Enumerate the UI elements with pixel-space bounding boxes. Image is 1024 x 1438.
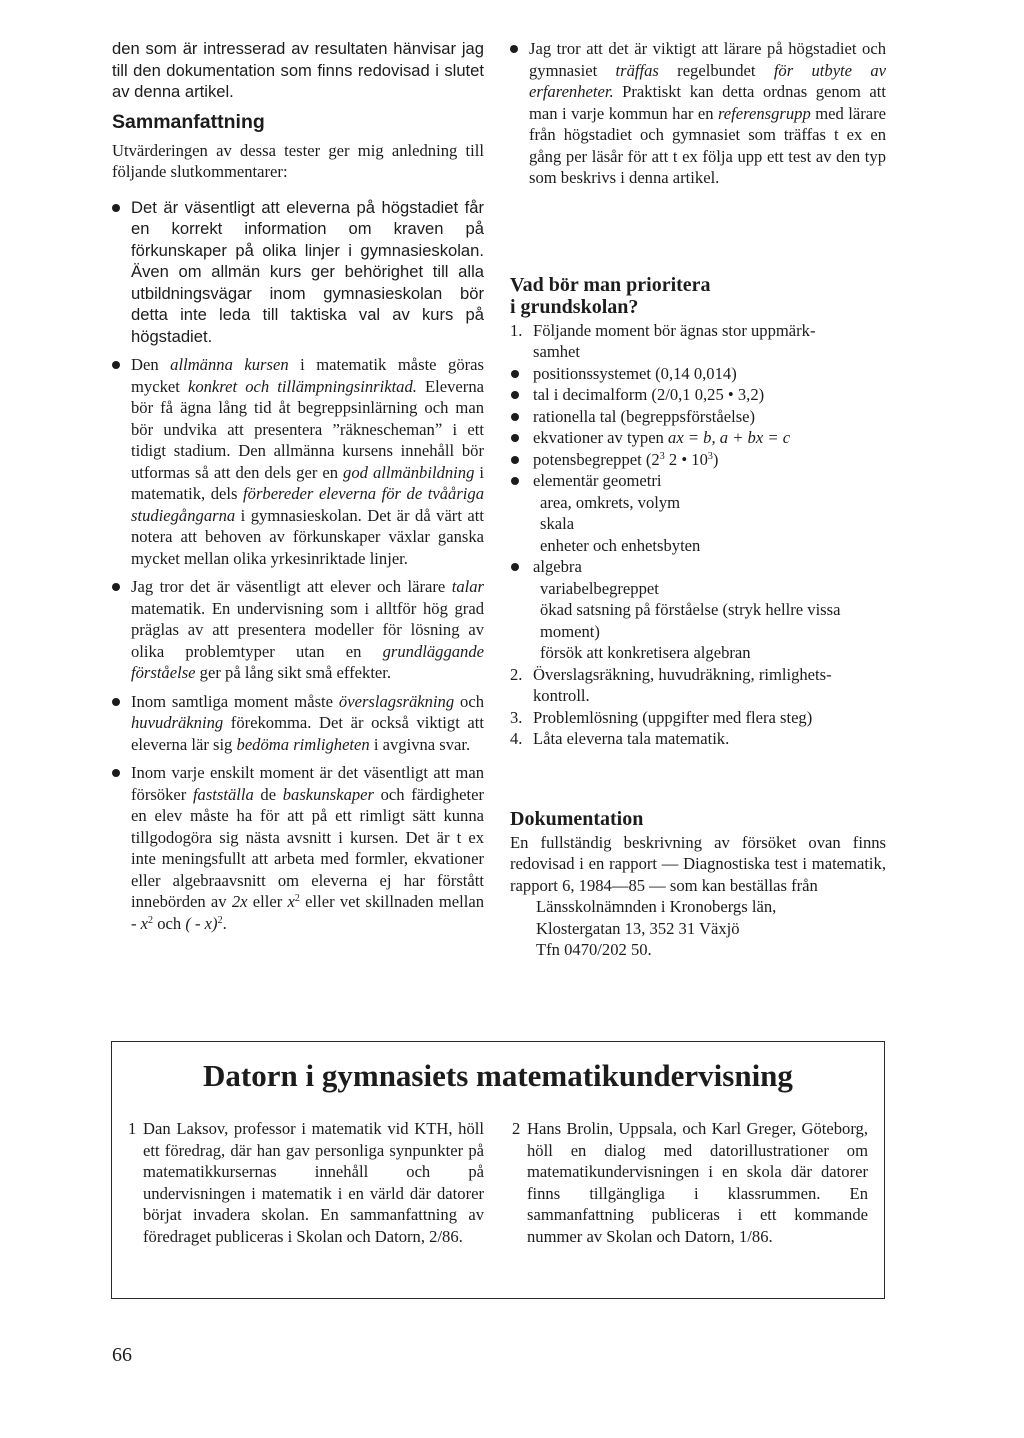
sub-bullet: algebra	[510, 556, 886, 578]
bullet-dot-icon	[112, 769, 120, 777]
bullet-dot-icon	[511, 370, 519, 378]
sub-bullet: ekvationer av typen ax = b, a + bx = c	[510, 427, 886, 449]
bullet-dot-icon	[510, 45, 518, 53]
summary-bullet-2	[112, 354, 484, 569]
right-bullet-1	[510, 38, 886, 189]
intro-paragraph: den som är intresserad av resultaten hänvisar jag till den dokumentation som finns redovisad i slutet av denna artikel.	[112, 39, 484, 101]
conference-box	[111, 1041, 885, 1299]
box-item-2: 2 Hans Brolin, Uppsala, och Karl Greger, Göteborg, höll en dialog med datorillustrationer om matematikundervisningen i en skola där datorer finns tillgängliga i klassrummen. En sammanfattning publiceras i ett kommande nummer av Skolan och Datorn, 1/86.	[512, 1119, 868, 1246]
box-item-1: 1 Dan Laksov, professor i matematik vid KTH, höll ett föredrag, där han gav personliga synpunkter på matematikkursernas innehåll och på undervisningen i matematik i en värld där datorer börjat invadera skolan. En sammanfattning av föredraget publiceras i Skolan och Datorn, 2/86.	[128, 1119, 484, 1246]
bullet-dot-icon	[112, 583, 120, 591]
bullet-dot-icon	[511, 413, 519, 421]
summary-bullet-5-text: Inom varje enskilt moment är det väsentligt att man försöker fastställa de baskunskaper och färdigheter en elev måste ha för att på ett rimligt sätt kunna tillgodogöra sig nästa avsnitt i kursen. Det är t ex inte meningsfullt att arbeta med formler, ekvationer eller algebraavsnitt om eleverna ej har förstått innebörden av 2x eller $x^2$ eller vet skillnaden mellan - $x^2$ och ( - x)$^2$.	[131, 763, 485, 933]
list-item-2: 2. Överslagsräkning, huvudräkning, rimlighets-	[510, 664, 832, 684]
right-column	[510, 38, 886, 961]
bullet-dot-icon	[511, 563, 519, 571]
right-bullet-1-text: Jag tror att det är viktigt att lärare på högstadiet och gymnasiet träffas regelbundet för utbyte av erfarenheter. Praktiskt kan detta ordnas genom att man i varje kommun har en referensgrupp med lärare från högstadiet och gymnasiet som träffas t ex en gång per läsår för att t ex följa upp ett test av den typ som beskrivs i denna artikel.	[529, 39, 886, 187]
summary-bullet-3-text: Jag tror det är väsentligt att elever och lärare talar matematik. En undervisning som i alltför hög grad präglas av att presentera modeller för lösning av olika problemtyper utan en grundläggande förståelse ger på lång sikt små effekter.	[131, 577, 484, 682]
bullet-dot-icon	[112, 698, 120, 706]
list-item-1: 1. Följande moment bör ägnas stor uppmärk-	[510, 320, 816, 340]
summary-bullet-1-text: Det är väsentligt att eleverna på högstadiet får en korrekt information om kraven på förkunskaper på olika linjer i gymnasieskolan. Även om allmän kurs ger behörighet till alla utbildningsvägar inom gymnasieskolan bör detta inte leda till taktiska val av kurs på högstadiet.	[131, 197, 484, 346]
address-line-1: Länsskolnämnden i Kronobergs län,	[536, 897, 777, 916]
bullet-dot-icon	[112, 361, 120, 369]
priority-heading: Vad bör man prioritera i grundskolan?	[510, 273, 711, 318]
box-title: Datorn i gymnasiets matematikundervisning	[203, 1058, 793, 1093]
documentation-heading: Dokumentation	[510, 807, 644, 830]
list-item-4: 4. Låta eleverna tala matematik.	[510, 729, 730, 748]
page-number: 66	[112, 1344, 132, 1366]
summary-bullet-5	[112, 762, 484, 934]
bullet-dot-icon	[112, 204, 120, 212]
bullet-dot-icon	[511, 391, 519, 399]
summary-lead: Utvärderingen av dessa tester ger mig anledning till följande slutkommentarer:	[112, 140, 484, 181]
priority-list: 1. Följande moment bör ägnas stor uppmärk- samhet positionssystemet (0,14 0,014) tal i decimalform (2/0,1 0,25 • 3,2) rationella tal (begreppsförståelse) ekvationer av typen ax = b, a + bx = c potensbegreppet ($2^3$ 2 • $10^3$) elementär geometri area, omkrets, volym skala enheter och enhetsbyten algebra variabelbegreppet ökad satsning på förståelse (stryk hellre vissa moment) försök att konkretisera algebran 2. Överslagsräkning, huvudräkning, rimlighets- kontroll. 3. Problemlösning (uppgifter med flera steg) 4. Låta eleverna tala matematik.	[510, 320, 886, 750]
summary-heading: Sammanfattning	[112, 110, 265, 133]
sub-bullet: tal i decimalform (2/0,1 0,25 • 3,2)	[510, 384, 886, 406]
summary-bullet-3	[112, 576, 484, 684]
box-item-1-text: Dan Laksov, professor i matematik vid KTH, höll ett föredrag, där han gav personliga synpunkter på matematikkursernas innehåll och på undervisningen i matematik i en värld där datorer börjat invadera skolan. En sammanfattning av föredraget publiceras i Skolan och Datorn, 2/86.	[143, 1119, 484, 1246]
documentation-text: En fullständig beskrivning av försöket ovan finns redovisad i en rapport — Diagnostiska test i matematik, rapport 6, 1984—85 — som kan beställas från	[510, 832, 886, 895]
sub-bullet: rationella tal (begreppsförståelse)	[510, 406, 886, 428]
sub-bullet: positionssystemet (0,14 0,014)	[510, 363, 886, 385]
sub-bullet: elementär geometri	[510, 470, 886, 492]
left-column	[112, 38, 484, 934]
address-line-2: Klostergatan 13, 352 31 Växjö	[536, 918, 740, 938]
list-item-3: 3. Problemlösning (uppgifter med flera steg)	[510, 707, 813, 727]
summary-bullet-4	[112, 691, 484, 756]
box-item-2-text: Hans Brolin, Uppsala, och Karl Greger, Göteborg, höll en dialog med datorillustrationer om matematikundervisningen i en skola där datorer finns tillgängliga i klassrummen. En sammanfattning publiceras i ett kommande nummer av Skolan och Datorn, 1/86.	[527, 1119, 868, 1246]
sub-bullet: potensbegreppet ($2^3$ 2 • $10^3$)	[510, 449, 886, 471]
bullet-dot-icon	[511, 477, 519, 485]
address-line-3: Tfn 0470/202 50.	[536, 940, 652, 959]
bullet-dot-icon	[511, 434, 519, 442]
bullet-dot-icon	[511, 456, 519, 464]
summary-bullet-4-text: Inom samtliga moment måste överslagsräkning och huvudräkning förekomma. Det är också viktigt att eleverna lär sig bedöma rimligheten i avgivna svar.	[131, 691, 485, 754]
summary-bullet-2-text: Den allmänna kursen i matematik måste göras mycket konkret och tillämpningsinriktad. Eleverna bör få ägna lång tid åt begreppsinlärning och man bör undvika att presentera ”räkneschemanˮ i ett tidigt stadium. Den allmänna kursens innehåll bör utformas så att den dels ger en god allmänbildning i matematik, dels förbereder eleverna för de tvååriga studiegångarna i gymnasieskolan. Det är då värt att notera att behoven av förkunskaper växlar ganska mycket mellan olika yrkesinriktade linjer.	[131, 355, 485, 568]
summary-bullet-1	[112, 197, 484, 348]
